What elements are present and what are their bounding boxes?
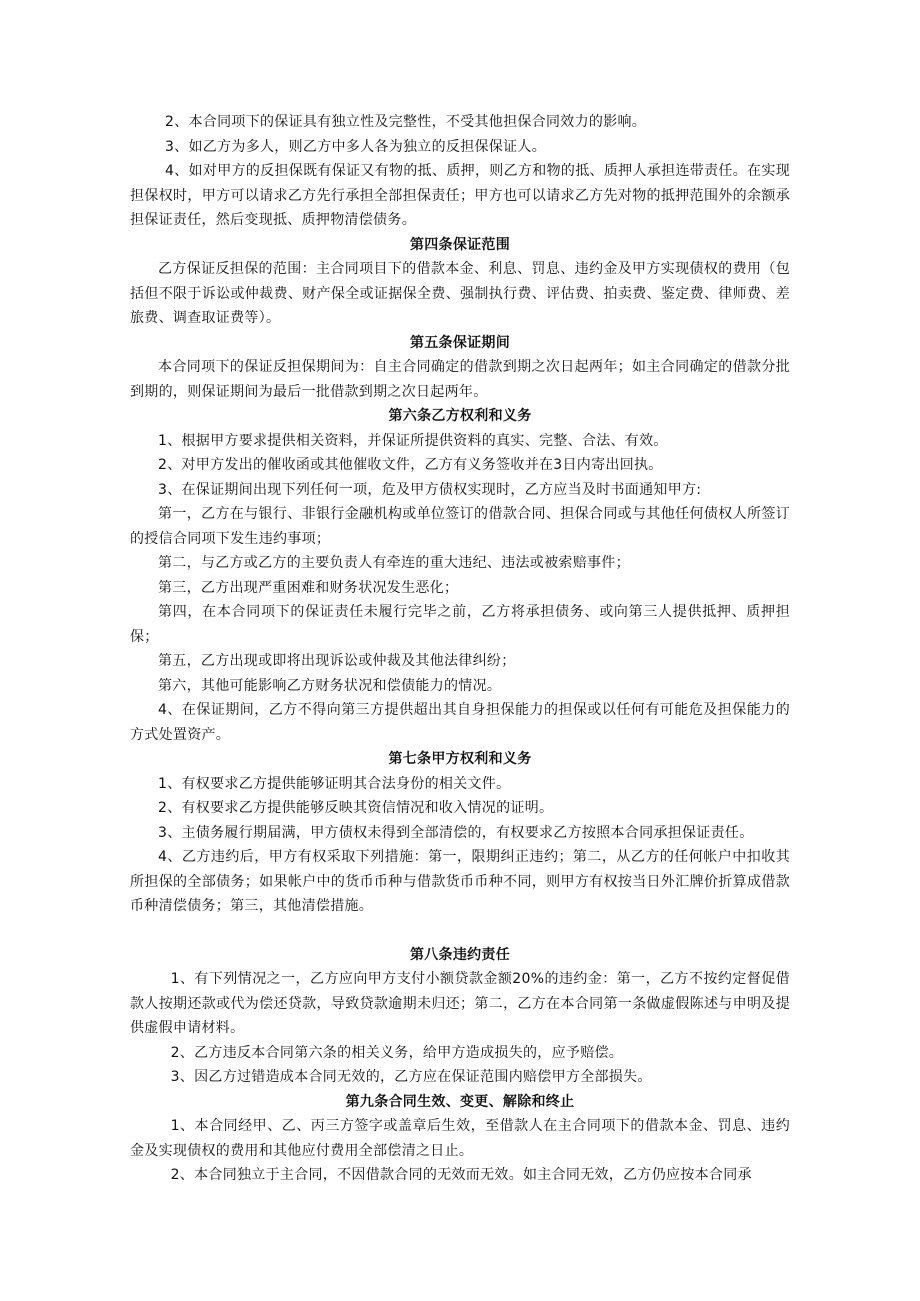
article-6-item-3: 3、在保证期间出现下列任何一项，危及甲方债权实现时，乙方应当及时书面通知甲方: [158,481,702,498]
heading-article-8: 第八条违约责任 [409,946,511,963]
article-8-item-1: 1、有下列情况之一，乙方应向甲方支付小额贷款金额20%的违约金：第一，乙方不按约定督促借款人按期还款或代为偿还贷款，导致贷款逾期未归还；第二，乙方在本合同第一条做虚假陈述与申明及提供虚假申请材料。 [130,971,790,1036]
clause-3-item-3: 3、如乙方为多人，则乙方中多人各为独立的反担保保证人。 [165,138,547,155]
article-7-item-2: 2、有权要求乙方提供能够反映其资信情况和收入情况的证明。 [158,800,554,816]
document-body [130,110,790,1188]
blank-line [130,919,790,943]
clause-3-item-4: 4、如对甲方的反担保既有保证又有物的抵、质押，则乙方和物的抵、质押人承担连带责任。在实现担保权时，甲方可以请求乙方先行承担全部担保责任；甲方也可以请求乙方先对物的抵押范围外的余额承担保证责任，然后变现抵、质押物清偿债务。 [130,163,790,228]
heading-article-4: 第四条保证范围 [409,236,511,253]
article-9-item-1: 1、本合同经甲、乙、丙三方签字或盖章后生效，至借款人在主合同项下的借款本金、罚息、违约金及实现债权的费用和其他应付费用全部偿清之日止。 [130,1118,790,1159]
article-6-sub-6: 第六，其他可能影响乙方财务状况和偿债能力的情况。 [158,677,502,694]
article-9-item-2: 2、本合同独立于主合同，不因借款合同的无效而无效。如主合同无效，乙方仍应按本合同承 [170,1167,752,1183]
article-8-item-3: 3、因乙方过错造成本合同无效的，乙方应在保证范围内赔偿甲方全部损失。 [170,1069,652,1085]
article-7-item-1: 1、有权要求乙方提供能够证明其合法身份的相关文件。 [158,775,511,792]
article-7-item-3: 3、主债务履行期届满，甲方债权未得到全部清偿的，有权要求乙方按照本合同承担保证责任。 [158,824,754,841]
article-6-sub-5: 第五，乙方出现或即将出现诉讼或仲裁及其他法律纠纷； [158,653,516,669]
article-6-sub-4: 第四，在本合同项下的保证责任未履行完毕之前，乙方将承担债务、或向第三人提供抵押、质押担保； [130,604,790,645]
heading-article-9: 第九条合同生效、变更、解除和终止 [345,1093,575,1110]
article-6-item-4: 4、在保证期间，乙方不得向第三方提供超出其自身担保能力的担保或以任何有可能危及担保能力的方式处置资产。 [130,702,790,743]
article-6-sub-1: 第一，乙方在与银行、非银行金融机构或单位签订的借款合同、担保合同或与其他任何债权人所签订的授信合同项下发生违约事项； [130,506,790,547]
heading-article-7: 第七条甲方权利和义务 [388,751,532,767]
article-5-text: 本合同项下的保证反担保期间为：自主合同确定的借款到期之次日起两年；如主合同确定的借款分批到期的，则保证期间为最后一批借款到期之次日起两年。 [130,359,790,400]
article-4-text: 乙方保证反担保的范围：主合同项目下的借款本金、利息、罚息、违约金及甲方实现债权的费用（包括但不限于诉讼或仲裁费、财产保全或证据保全费、强制执行费、评估费、拍卖费、鉴定费、律师费、差旅费、调查取证费等）。 [130,261,790,326]
article-6-item-1: 1、根据甲方要求提供相关资料，并保证所提供资料的真实、完整、合法、有效。 [158,432,668,449]
heading-article-5: 第五条保证期间 [409,334,511,351]
article-7-item-4: 4、乙方违约后，甲方有权采取下列措施：第一，限期纠正违约；第二，从乙方的任何帐户中扣收其所担保的全部债务；如果帐户中的货币币种与借款货币币种不同，则甲方有权按当日外汇牌价折算成借款币种清偿债务；第三，其他清偿措施。 [130,849,790,914]
article-8-item-2: 2、乙方违反本合同第六条的相关义务，给甲方造成损失的，应予赔偿。 [170,1044,624,1061]
article-6-sub-3: 第三，乙方出现严重困难和财务状况发生恶化； [158,579,459,596]
article-6-sub-2: 第二，与乙方或乙方的主要负责人有牵连的重大违纪、违法或被索赔事件； [158,555,630,571]
article-6-item-2: 2、对甲方发出的催收函或其他催收文件，乙方有义务签收并在3日内寄出回执。 [158,457,663,473]
clause-3-item-2: 2、本合同项下的保证具有独立性及完整性，不受其他担保合同效力的影响。 [165,114,647,130]
heading-article-6: 第六条乙方权利和义务 [388,408,532,424]
